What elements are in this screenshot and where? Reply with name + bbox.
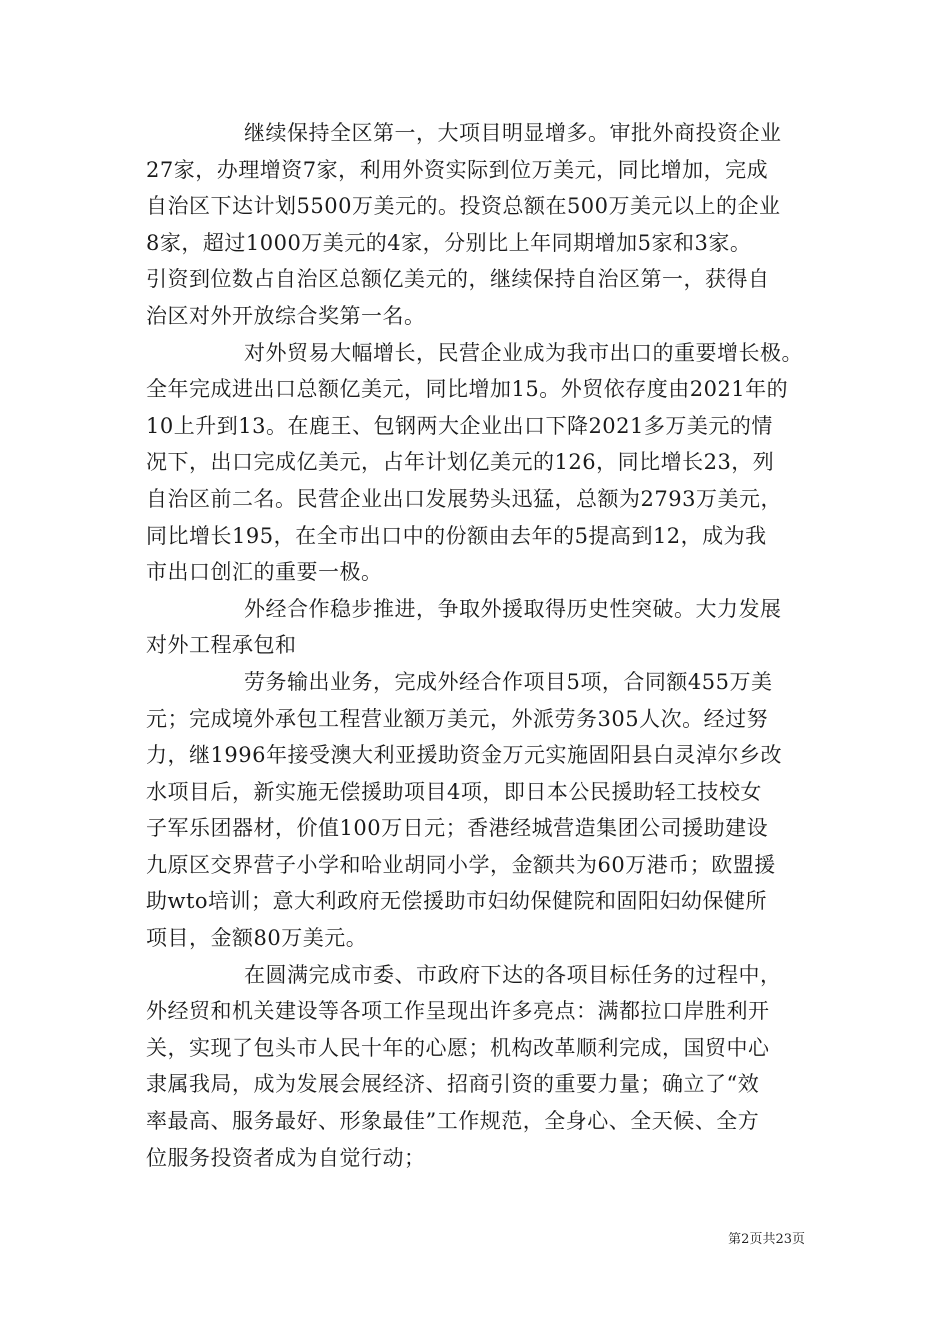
text-line: 市出口创汇的重要一极。 <box>146 560 383 585</box>
text-line: 继续保持全区第一，大项目明显增多。审批外商投资企业 <box>244 121 782 145</box>
text-line: 助wto培训；意大利政府无偿援助市妇幼保健院和固阳妇幼保健所 <box>146 889 768 914</box>
document-body <box>146 115 818 1176</box>
text-line: 水项目后，新实施无偿援助项目4项，即日本公民援助轻工技校女 <box>146 779 762 804</box>
paragraph-labor-export <box>146 664 818 957</box>
text-line: 况下，出口完成亿美元，占年计划亿美元的126，同比增长23，列 <box>146 450 775 475</box>
text-line: 全年完成进出口总额亿美元，同比增加15。外贸依存度由2021年的 <box>146 377 789 402</box>
text-line: 子军乐团器材，价值100万日元；香港经城营造集团公司援助建设 <box>146 816 769 841</box>
text-line: 九原区交界营子小学和哈业胡同小学，金额共为60万港币；欧盟援 <box>146 852 776 877</box>
text-line: 劳务输出业务，完成外经合作项目5项，合同额455万美 <box>244 669 773 694</box>
text-line: 自治区前二名。民营企业出口发展势头迅猛，总额为2793万美元， <box>146 486 782 511</box>
text-line: 外经合作稳步推进，争取外援取得历史性突破。大力发展 <box>244 596 782 621</box>
text-line: 对外工程承包和 <box>146 633 297 658</box>
text-line: 同比增长195，在全市出口中的份额由去年的5提高到12，成为我 <box>146 523 767 548</box>
text-line: 外经贸和机关建设等各项工作呈现出许多亮点：满都拉口岸胜利开 <box>146 999 770 1024</box>
paragraph-highlights <box>146 957 818 1177</box>
paragraph-foreign-trade <box>146 335 818 591</box>
paragraph-economic-cooperation <box>146 591 818 664</box>
text-line: 力，继1996年接受澳大利亚援助资金万元实施固阳县白灵淖尔乡改 <box>146 743 782 768</box>
text-line: 27家，办理增资7家，利用外资实际到位万美元，同比增加，完成 <box>146 157 769 182</box>
page-number-footer: 第2页共23页 <box>728 1232 805 1247</box>
text-line: 项目，金额80万美元。 <box>146 926 368 951</box>
text-line: 治区对外开放综合奖第一名。 <box>146 303 426 328</box>
text-line: 自治区下达计划5500万美元的。投资总额在500万美元以上的企业 <box>146 194 781 219</box>
text-line: 率最高、服务最好、形象最佳”工作规范，全身心、全天候、全方 <box>146 1109 760 1134</box>
text-line: 10上升到13。在鹿王、包钢两大企业出口下降2021多万美元的情 <box>146 413 773 438</box>
text-line: 8家，超过1000万美元的4家，分别比上年同期增加5家和3家。 <box>146 230 752 255</box>
paragraph-foreign-investment <box>146 115 818 335</box>
text-line: 位服务投资者成为自觉行动； <box>146 1145 426 1170</box>
text-line: 关，实现了包头市人民十年的心愿；机构改革顺利完成，国贸中心 <box>146 1035 770 1060</box>
text-line: 引资到位数占自治区总额亿美元的，继续保持自治区第一，获得自 <box>146 267 770 292</box>
text-line: 元；完成境外承包工程营业额万美元，外派劳务305人次。经过努 <box>146 706 769 731</box>
text-line: 对外贸易大幅增长，民营企业成为我市出口的重要增长极。 <box>244 340 803 365</box>
text-line: 隶属我局，成为发展会展经济、招商引资的重要力量；确立了“效 <box>146 1072 760 1097</box>
text-line: 在圆满完成市委、市政府下达的各项目标任务的过程中， <box>244 962 782 987</box>
